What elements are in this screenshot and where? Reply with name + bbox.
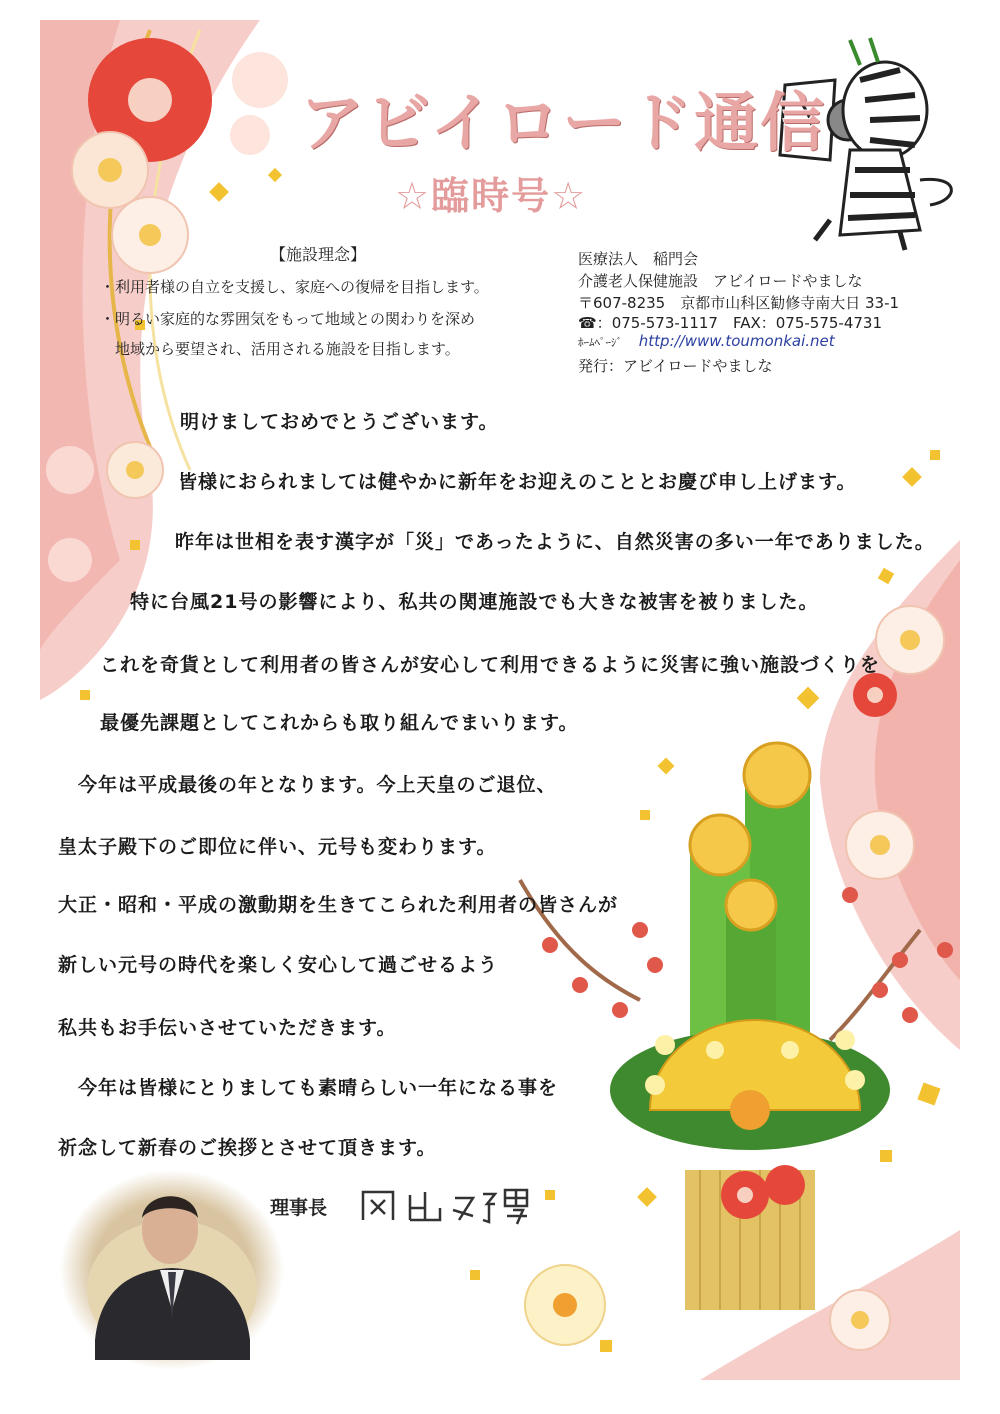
letter-line: 私共もお手伝いさせていただきます。 [58,1017,397,1039]
letter-line: 皆様におられましては健やかに新年をお迎えのこととお慶び申し上げます。 [178,471,857,493]
chairman-title: 理事長 [270,1197,328,1219]
phone-fax [578,312,882,333]
letter-line: 昨年は世相を表す漢字が「災」であったように、自然災害の多い一年でありました。 [175,531,935,553]
homepage-label: ﾎｰﾑﾍﾟｰｼﾞ [578,336,622,349]
issue-subtitle: ☆臨時号☆ [395,174,588,218]
address: 〒607-8235 京都市山科区勧修寺南大日 33-1 [578,294,900,312]
facility-name: 介護老人保健施設 アビイロードやましな [578,272,863,290]
letter-line: 最優先課題としてこれからも取り組んでまいります。 [100,712,579,734]
newsletter-title: アビイロード通信 [300,87,827,161]
letter-line: 祈念して新春のご挨拶とさせて頂きます。 [58,1137,437,1159]
publisher: 発行：アビイロードやましな [578,357,773,375]
letter-line: 大正・昭和・平成の激動期を生きてこられた利用者の皆さんが [58,894,619,916]
letter-line: 今年は皆様にとりましても素晴らしい一年になる事を [78,1077,559,1099]
letter-line: これを奇貨として利用者の皆さんが安心して利用できるように災害に強い施設づくりを [100,654,881,676]
letter-line: 特に台風21号の影響により、私共の関連施設でも大きな被害を被りました。 [130,591,819,613]
website-link[interactable]: http://www.toumonkai.net [638,332,835,350]
philosophy-item: 地域から要望され、活用される施設を目指します。 [115,340,460,358]
handwritten-signature [355,1180,535,1230]
philosophy-item: ・利用者様の自立を支援し、家庭への復帰を目指します。 [100,278,489,296]
letter-line: 明けましておめでとうございます。 [180,411,499,433]
letter-line: 新しい元号の時代を楽しく安心して過ごせるよう [58,954,499,976]
website-row [578,332,835,350]
letter-line: 皇太子殿下のご即位に伴い、元号も変わります。 [58,836,497,858]
phone-icon: ☎： [578,314,612,332]
phone-fax-text: 075-573-1117 FAX：075-575-4731 [611,314,882,332]
corporation-name: 医療法人 稲門会 [578,250,699,268]
philosophy-heading: 【施設理念】 [270,245,367,264]
letter-line: 今年は平成最後の年となります。今上天皇のご退位、 [78,774,557,796]
philosophy-item: ・明るい家庭的な雰囲気をもって地域との関わりを深め [100,310,476,328]
